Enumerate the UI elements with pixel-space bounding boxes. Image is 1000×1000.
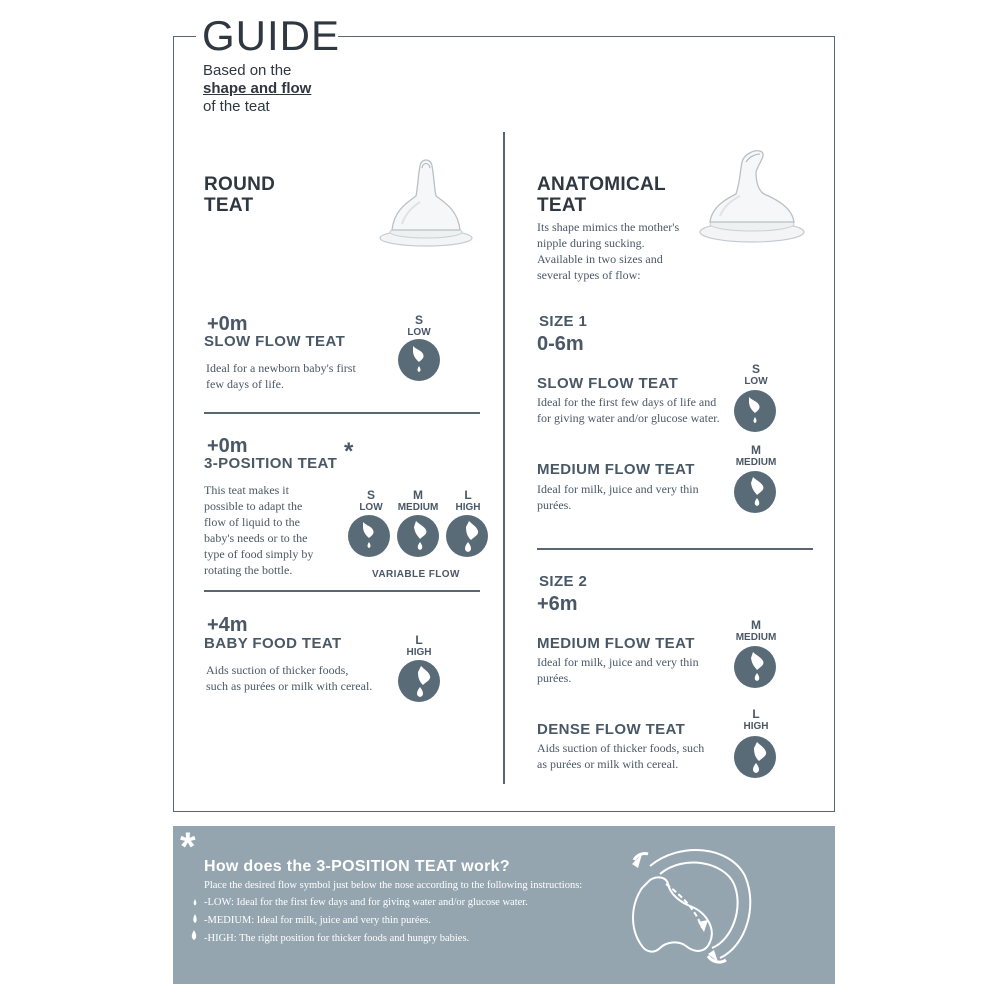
round-slow-desc-1: Ideal for a newborn baby's first xyxy=(206,361,356,375)
round-three-desc-6: rotating the bottle. xyxy=(204,563,293,577)
subtitle-line-1: Based on the xyxy=(203,62,292,79)
anatomical-intro-1: Its shape mimics the mother's xyxy=(537,220,680,234)
medium-drop-icon xyxy=(190,913,200,925)
round-three-name: 3-POSITION TEAT xyxy=(204,455,338,472)
size1-slow-desc-2: for giving water and/or glucose water. xyxy=(537,411,720,425)
round-food-desc-1: Aids suction of thicker foods, xyxy=(206,663,349,677)
anatomical-intro-3: Available in two sizes and xyxy=(537,252,663,266)
subtitle-line-3: of the teat xyxy=(203,98,270,115)
round-divider-1 xyxy=(204,412,480,414)
subtitle-line-2: shape and flow xyxy=(203,80,312,97)
rotation-diagram xyxy=(620,836,760,976)
round-three-desc-5: type of food simply by xyxy=(204,547,314,561)
info-asterisk: * xyxy=(180,825,196,869)
round-food-desc-2: such as purées or milk with cereal. xyxy=(206,679,373,693)
three-high-letter: L xyxy=(464,488,472,502)
size2-age: +6m xyxy=(537,593,578,615)
size2-medium-word: MEDIUM xyxy=(735,632,777,643)
size1-slow-word: LOW xyxy=(744,376,768,387)
high-flow-icon xyxy=(445,514,489,558)
three-low-letter: S xyxy=(366,488,375,502)
round-slow-age: +0m xyxy=(207,313,248,335)
size2-dense-name: DENSE FLOW TEAT xyxy=(537,721,686,738)
high-flow-icon xyxy=(397,659,441,703)
round-food-letter: L xyxy=(415,633,423,647)
anatomical-teat-image xyxy=(698,146,806,248)
anatomical-intro-4: several types of flow: xyxy=(537,268,641,282)
size1-medium-desc-2: purées. xyxy=(537,498,572,512)
size2-dense-desc-2: as purées or milk with cereal. xyxy=(537,757,679,771)
slow-flow-icon xyxy=(733,389,777,433)
three-medium-letter: M xyxy=(413,488,423,502)
round-food-word: HIGH xyxy=(406,647,432,658)
size2-dense-desc-1: Aids suction of thicker foods, such xyxy=(537,741,705,755)
medium-flow-icon xyxy=(396,514,440,558)
round-slow-word: LOW xyxy=(407,327,431,338)
anatomical-title-1: ANATOMICAL xyxy=(537,174,666,195)
size2-label: SIZE 2 xyxy=(539,573,588,590)
round-slow-letter: S xyxy=(414,313,423,327)
size1-age: 0-6m xyxy=(537,333,584,355)
anatomical-title-2: TEAT xyxy=(537,195,587,216)
size1-medium-desc-1: Ideal for milk, juice and very thin xyxy=(537,482,699,496)
round-food-name: BABY FOOD TEAT xyxy=(204,635,342,652)
round-title-1: ROUND xyxy=(204,174,276,195)
size2-medium-name: MEDIUM FLOW TEAT xyxy=(537,635,695,652)
size1-medium-letter: M xyxy=(751,443,761,457)
size2-medium-letter: M xyxy=(751,618,761,632)
size2-dense-letter: L xyxy=(752,707,760,721)
medium-flow-icon xyxy=(733,470,777,514)
anatomical-divider xyxy=(537,548,813,550)
size1-slow-name: SLOW FLOW TEAT xyxy=(537,375,679,392)
variable-flow-label: VARIABLE FLOW xyxy=(372,569,460,580)
size2-dense-word: HIGH xyxy=(743,721,769,732)
round-three-desc-3: flow of liquid to the xyxy=(204,515,300,529)
size1-slow-desc-1: Ideal for the first few days of life and xyxy=(537,395,717,409)
round-three-desc-2: possible to adapt the xyxy=(204,499,303,513)
info-instruction: Place the desired flow symbol just below the nose according to the following instructions: xyxy=(204,880,583,891)
medium-flow-icon xyxy=(733,645,777,689)
anatomical-intro-2: nipple during sucking. xyxy=(537,236,645,250)
three-low-word: LOW xyxy=(359,502,383,513)
column-divider xyxy=(503,132,505,784)
size2-medium-desc-1: Ideal for milk, juice and very thin xyxy=(537,655,699,669)
page-title: GUIDE xyxy=(202,12,341,59)
round-food-age: +4m xyxy=(207,614,248,636)
size1-slow-letter: S xyxy=(751,362,760,376)
three-medium-word: MEDIUM xyxy=(397,502,439,513)
high-drop-icon xyxy=(189,930,199,942)
round-title-2: TEAT xyxy=(204,195,254,216)
asterisk-mark: * xyxy=(344,438,354,465)
size2-medium-desc-2: purées. xyxy=(537,671,572,685)
low-drop-icon xyxy=(190,897,200,909)
round-slow-name: SLOW FLOW TEAT xyxy=(204,333,346,350)
low-flow-icon xyxy=(347,514,391,558)
round-three-desc-4: baby's needs or to the xyxy=(204,531,308,545)
info-medium: -MEDIUM: Ideal for milk, juice and very thin purées. xyxy=(204,915,431,926)
size1-label: SIZE 1 xyxy=(539,313,588,330)
round-divider-2 xyxy=(204,590,480,592)
round-teat-image xyxy=(378,152,478,250)
three-high-word: HIGH xyxy=(455,502,481,513)
round-slow-desc-2: few days of life. xyxy=(206,377,284,391)
info-low: -LOW: Ideal for the first few days and for giving water and/or glucose water. xyxy=(204,897,528,908)
slow-flow-icon xyxy=(397,338,441,382)
size1-medium-word: MEDIUM xyxy=(735,457,777,468)
size1-medium-name: MEDIUM FLOW TEAT xyxy=(537,461,695,478)
round-three-desc-1: This teat makes it xyxy=(204,483,289,497)
round-three-age: +0m xyxy=(207,435,248,457)
high-flow-icon xyxy=(733,735,777,779)
info-title: How does the 3-POSITION TEAT work? xyxy=(204,858,510,875)
info-high: -HIGH: The right position for thicker foods and hungry babies. xyxy=(204,933,470,944)
